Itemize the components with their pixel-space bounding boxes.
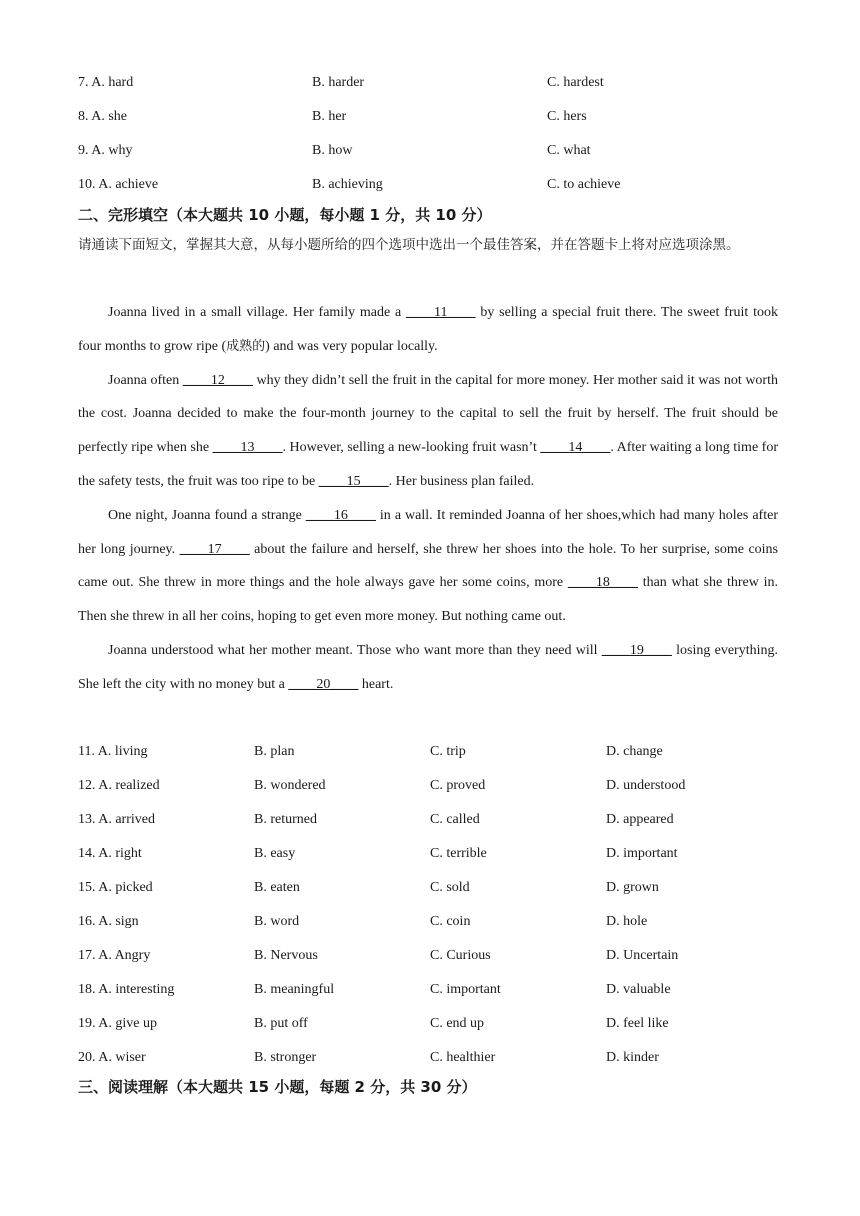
- option-c: C. coin: [430, 914, 471, 929]
- option-a: 17. A. Angry: [78, 948, 151, 963]
- passage-paragraph-2: Joanna often ____12____ why they didn’t sell the fruit in the capital for more money. Her mother said it was not worth the cost. Joanna decided to make the four-month journey to the capital to sell the fruit by herself. The fruit should be perfectly ripe when she ____13____. However, selling a new-looking fruit wasn’t ____14____. After waiting a long time for the safety tests, the fruit was too ripe to be ____15____. Her business plan failed.: [78, 372, 778, 489]
- option-b: B. meaningful: [254, 982, 335, 997]
- option-a: 18. A. interesting: [78, 982, 175, 997]
- option-row-9: [78, 141, 778, 161]
- option-row-18: [78, 980, 778, 1000]
- blank-15: ____15____: [318, 473, 389, 489]
- passage-paragraph-4: Joanna understood what her mother meant. Those who want more than they need will ____19____ losing everything. She left the city with no money but a ____20____ heart.: [78, 642, 778, 692]
- option-c: C. sold: [430, 880, 470, 895]
- option-a: 13. A. arrived: [78, 812, 155, 827]
- section-heading-cloze: 二、完形填空（本大题共 10 小题，每小题 1 分，共 10 分）: [78, 206, 492, 224]
- option-d: D. Uncertain: [606, 948, 679, 963]
- option-row-14: [78, 844, 778, 864]
- section-instruction: 请通读下面短文，掌握其大意，从每小题所给的四个选项中选出一个最佳答案，并在答题卡上将对应选项涂黑。: [78, 237, 740, 253]
- option-b: B. word: [254, 914, 300, 929]
- option-c: C. important: [430, 982, 501, 997]
- option-b: B. put off: [254, 1016, 308, 1031]
- option-a: 14. A. right: [78, 846, 142, 861]
- option-c: C. hers: [547, 109, 587, 124]
- option-b: B. harder: [312, 75, 365, 90]
- option-c: C. proved: [430, 778, 486, 793]
- option-d: D. understood: [606, 778, 686, 793]
- option-d: D. change: [606, 744, 663, 759]
- option-row-8: [78, 107, 778, 127]
- option-c: C. terrible: [430, 846, 487, 861]
- section-heading-reading: 三、阅读理解（本大题共 15 小题，每题 2 分，共 30 分）: [78, 1078, 477, 1096]
- option-c: C. called: [430, 812, 480, 827]
- blank-13: ____13____: [212, 440, 283, 456]
- option-row-16: [78, 912, 778, 932]
- option-b: B. her: [312, 109, 347, 124]
- option-c: C. end up: [430, 1016, 485, 1031]
- option-a: 7. A. hard: [78, 75, 134, 90]
- option-row-11: [78, 742, 778, 762]
- option-row-20: [78, 1048, 778, 1068]
- option-c: C. to achieve: [547, 177, 621, 192]
- option-d: D. appeared: [606, 812, 674, 827]
- option-row-19: [78, 1014, 778, 1034]
- option-d: D. important: [606, 846, 678, 861]
- option-a: 15. A. picked: [78, 880, 153, 895]
- option-c: C. hardest: [547, 75, 604, 90]
- option-a: 20. A. wiser: [78, 1050, 146, 1065]
- option-b: B. plan: [254, 744, 295, 759]
- blank-14: ____14____: [540, 440, 611, 456]
- option-b: B. returned: [254, 812, 317, 827]
- option-a: 19. A. give up: [78, 1016, 157, 1031]
- option-row-10: [78, 175, 778, 195]
- option-row-15: [78, 878, 778, 898]
- option-a: 11. A. living: [78, 744, 148, 759]
- option-b: B. easy: [254, 846, 296, 861]
- blank-16: ____16____: [305, 507, 376, 523]
- passage-paragraph-3: One night, Joanna found a strange ____16____ in a wall. It reminded Joanna of her shoes,which had many holes after her long journey. ____17____ about the failure and herself, she threw her shoes into the hole. To her surprise, some coins came out. She threw in more things and the hole always gave her some coins, more ____18____ than what she threw in. Then she threw in all her coins, hoping to get even more money. But nothing came out.: [78, 507, 778, 625]
- option-row-17: [78, 946, 778, 966]
- option-b: B. how: [312, 143, 353, 158]
- option-b: B. stronger: [254, 1050, 317, 1065]
- option-d: D. feel like: [606, 1016, 669, 1031]
- option-b: B. eaten: [254, 880, 300, 895]
- option-c: C. healthier: [430, 1050, 496, 1065]
- blank-12: ____12____: [182, 372, 253, 388]
- option-b: B. wondered: [254, 778, 326, 793]
- blank-17: ____17____: [179, 541, 250, 557]
- option-b: B. Nervous: [254, 948, 318, 963]
- option-b: B. achieving: [312, 177, 383, 192]
- passage-paragraph-1: Joanna lived in a small village. Her family made a ____11____ by selling a special fruit there. The sweet fruit took four months to grow ripe (成熟的) and was very popular locally.: [78, 305, 778, 354]
- option-a: 16. A. sign: [78, 914, 139, 929]
- option-d: D. valuable: [606, 982, 671, 997]
- option-c: C. trip: [430, 744, 466, 759]
- blank-11: ____11____: [406, 305, 476, 320]
- option-c: C. Curious: [430, 948, 491, 963]
- option-d: D. kinder: [606, 1050, 659, 1065]
- option-row-7: [78, 73, 778, 93]
- option-row-13: [78, 810, 778, 830]
- cloze-passage: [78, 296, 778, 702]
- option-d: D. grown: [606, 880, 659, 895]
- option-a: 8. A. she: [78, 109, 127, 124]
- option-row-12: [78, 776, 778, 796]
- blank-18: ____18____: [567, 575, 638, 591]
- option-a: 12. A. realized: [78, 778, 160, 793]
- option-a: 9. A. why: [78, 143, 133, 158]
- option-a: 10. A. achieve: [78, 177, 159, 192]
- blank-20: ____20____: [288, 676, 359, 692]
- blank-19: ____19____: [601, 642, 672, 658]
- option-d: D. hole: [606, 914, 648, 929]
- option-c: C. what: [547, 143, 591, 158]
